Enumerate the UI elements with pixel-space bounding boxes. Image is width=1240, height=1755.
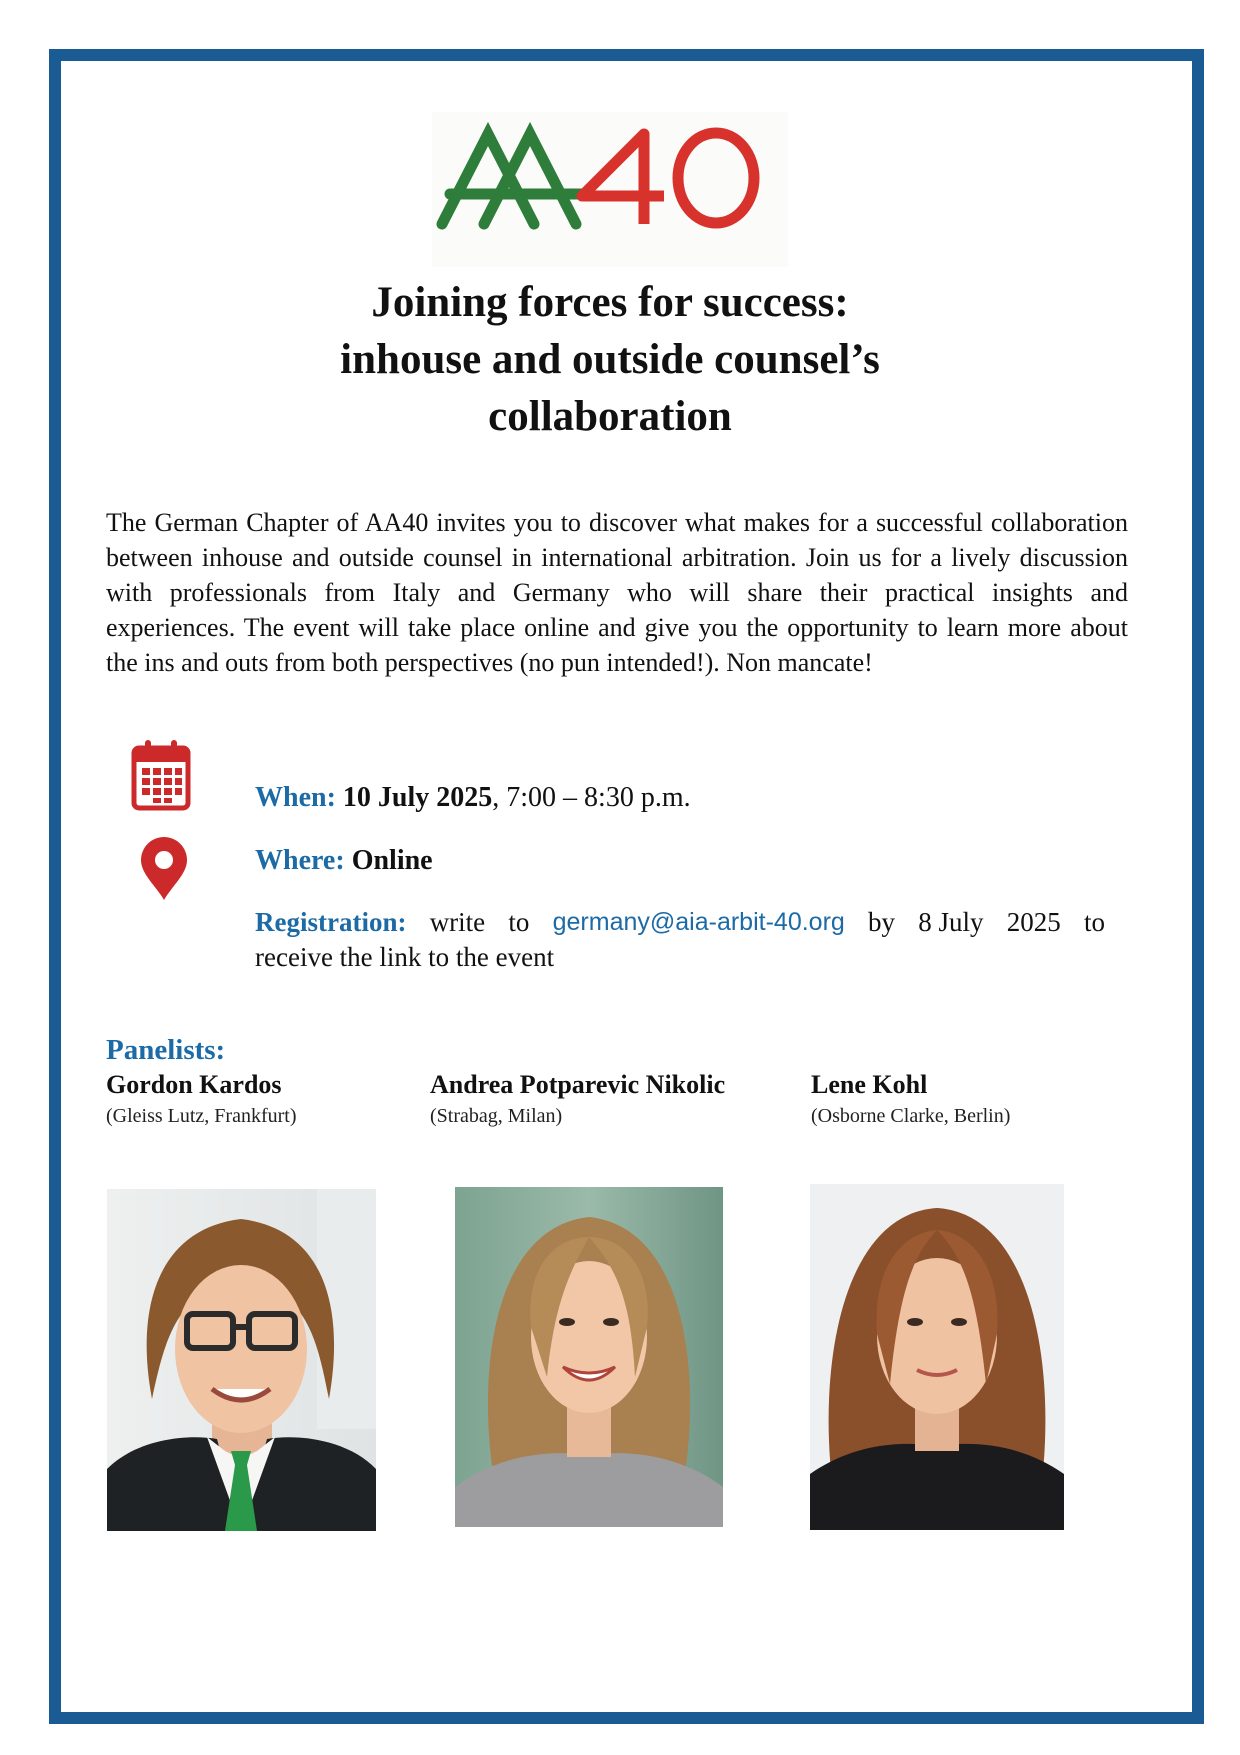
panelist-affiliation: (Strabag, Milan) <box>430 1105 563 1127</box>
when-label: When: <box>255 782 336 813</box>
panelist-name: Gordon Kardos <box>106 1070 282 1099</box>
event-where <box>255 843 433 879</box>
registration-word: write <box>429 907 486 937</box>
event-registration <box>255 905 1105 975</box>
panelist-affiliation: (Osborne Clarke, Berlin) <box>811 1105 1011 1127</box>
panelists-heading: Panelists: <box>106 1034 226 1066</box>
panelist-andrea-potparevic-nikolic <box>430 1068 725 1130</box>
registration-label: Registration: <box>255 907 407 937</box>
title-line-3: collaboration <box>488 393 732 440</box>
registration-year: 2025 <box>1006 907 1061 937</box>
panelist-photo-gordon-kardos <box>107 1189 376 1531</box>
registration-word: to <box>1083 907 1105 937</box>
panelist-photo-lene-kohl <box>810 1184 1064 1530</box>
registration-word: by <box>868 907 896 937</box>
intro-paragraph: The German Chapter of AA40 invites you to discover what makes for a successful collaboration between inhouse and outside counsel in international arbitration. Join us for a lively discussion with professionals from Italy and Germany who will share their practical insights and experiences. The event will take place online and give you the opportunity to learn more about the ins and outs from both perspectives (no pun intended!). Non mancate! <box>106 508 1128 677</box>
panelist-lene-kohl <box>811 1068 1010 1130</box>
calendar-icon <box>131 738 191 812</box>
title-line-2: inhouse and outside counsel’s <box>340 336 880 383</box>
panelist-name: Andrea Potparevic Nikolic <box>430 1070 726 1099</box>
event-location: Online <box>351 845 433 876</box>
registration-word: to <box>508 907 530 937</box>
panelist-photo-andrea-potparevic-nikolic <box>455 1187 723 1527</box>
event-date: 10 July 2025 <box>342 782 493 813</box>
panelist-affiliation: (Gleiss Lutz, Frankfurt) <box>106 1105 297 1127</box>
registration-email-link[interactable]: germany@aia-arbit-40.org <box>552 908 845 936</box>
aa40-logo <box>432 112 788 267</box>
event-title <box>180 274 1040 445</box>
event-time: , 7:00 – 8:30 p.m. <box>492 782 691 813</box>
where-label: Where: <box>255 845 345 876</box>
registration-line-2: receive the link to the event <box>255 942 555 972</box>
event-when <box>255 780 691 816</box>
location-pin-icon <box>138 836 190 902</box>
panelist-gordon-kardos <box>106 1068 297 1130</box>
title-line-1: Joining forces for success: <box>371 279 849 326</box>
registration-deadline: 8 July <box>918 907 984 937</box>
panelist-name: Lene Kohl <box>811 1070 928 1099</box>
